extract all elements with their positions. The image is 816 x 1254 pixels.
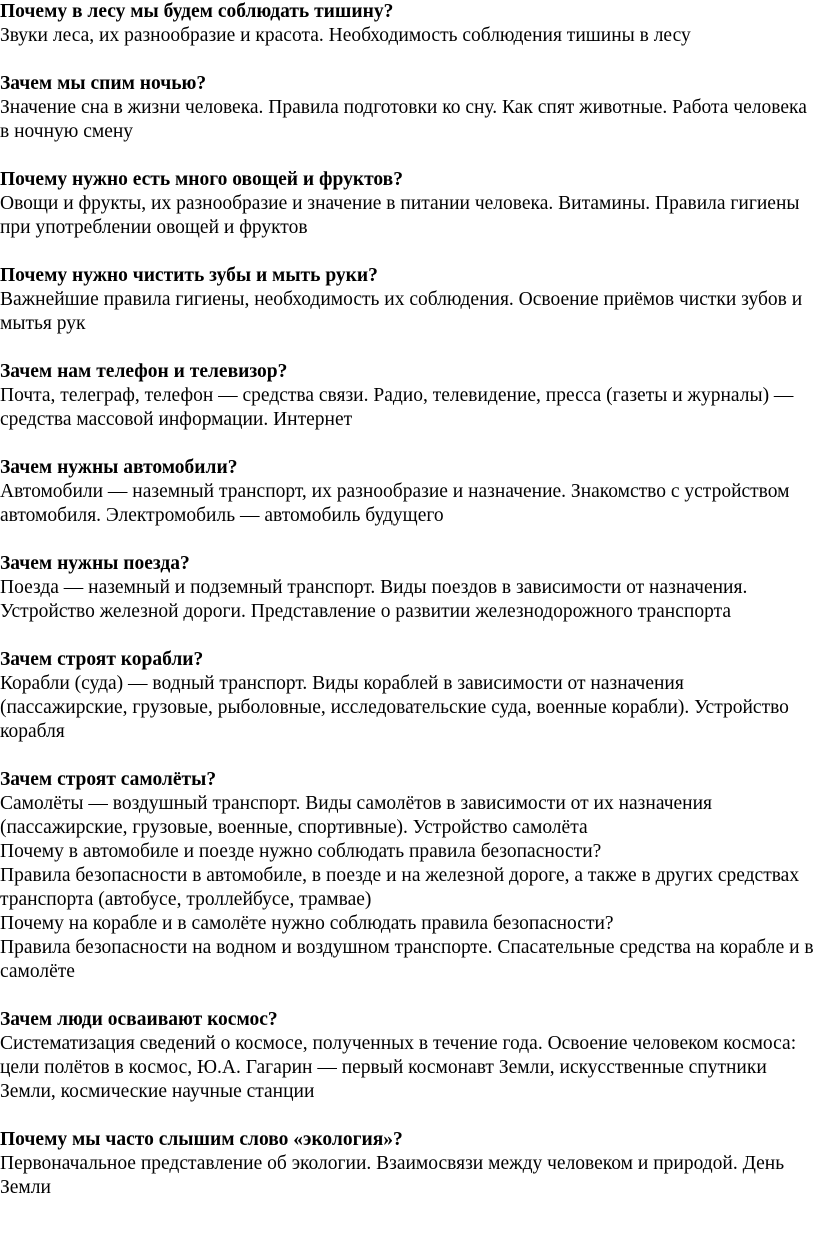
section-text: Правила безопасности на водном и воздушном транспорте. Спасательные средства на корабле и в самолёте xyxy=(0,937,814,982)
section-text: Первоначальное представление об экологии. Взаимосвязи между человеком и природой. День Земли xyxy=(0,1153,785,1198)
section-heading: Зачем мы спим ночью? xyxy=(0,73,207,94)
section-text: Значение сна в жизни человека. Правила подготовки ко сну. Как спят животные. Работа человека в ночную смену xyxy=(0,97,807,142)
section-heading: Зачем нам телефон и телевизор? xyxy=(0,361,288,382)
section-10 xyxy=(0,1008,816,1104)
section-text: Почему в автомобиле и поезде нужно соблюдать правила безопасности? xyxy=(0,841,602,862)
section-text: Систематизация сведений о космосе, полученных в течение года. Освоение человеком космоса: цели полётов в космос, Ю.А. Гагарин — первый космонавт Земли, искусственные спутники Земли, космические научные станции xyxy=(0,1033,797,1102)
section-9 xyxy=(0,768,816,984)
section-1 xyxy=(0,0,816,48)
section-11 xyxy=(0,1128,816,1200)
section-text: Почему на корабле и в самолёте нужно соблюдать правила безопасности? xyxy=(0,913,614,934)
section-text: Корабли (суда) — водный транспорт. Виды кораблей в зависимости от назначения (пассажирские, грузовые, рыболовные, исследовательские суда, военные корабли). Устройство корабля xyxy=(0,673,789,742)
section-text: Правила безопасности в автомобиле, в поезде и на железной дороге, а также в других средствах транспорта (автобусе, троллейбусе, трамвае) xyxy=(0,865,800,910)
section-heading: Почему нужно чистить зубы и мыть руки? xyxy=(0,265,378,286)
section-heading: Зачем строят самолёты? xyxy=(0,769,217,790)
section-heading: Зачем нужны автомобили? xyxy=(0,457,238,478)
section-4 xyxy=(0,264,816,336)
section-8 xyxy=(0,648,816,744)
section-text: Поезда — наземный и подземный транспорт. Виды поездов в зависимости от назначения. Устройство железной дороги. Представление о развитии железнодорожного транспорта xyxy=(0,577,748,622)
section-heading: Зачем нужны поезда? xyxy=(0,553,190,574)
section-3 xyxy=(0,168,816,240)
section-heading: Почему нужно есть много овощей и фруктов? xyxy=(0,169,403,190)
section-6 xyxy=(0,456,816,528)
section-heading: Почему мы часто слышим слово «экология»? xyxy=(0,1129,403,1150)
section-text: Автомобили — наземный транспорт, их разнообразие и назначение. Знакомство с устройством автомобиля. Электромобиль — автомобиль будущего xyxy=(0,481,790,526)
section-heading: Зачем люди осваивают космос? xyxy=(0,1009,278,1030)
section-heading: Зачем строят корабли? xyxy=(0,649,204,670)
section-2 xyxy=(0,72,816,144)
section-text: Звуки леса, их разнообразие и красота. Необходимость соблюдения тишины в лесу xyxy=(0,25,691,46)
section-heading: Почему в лесу мы будем соблюдать тишину? xyxy=(0,1,394,22)
section-7 xyxy=(0,552,816,624)
section-text: Самолёты — воздушный транспорт. Виды самолётов в зависимости от их назначения (пассажирские, грузовые, военные, спортивные). Устройство самолёта xyxy=(0,793,712,838)
section-text: Почта, телеграф, телефон — средства связи. Радио, телевидение, пресса (газеты и журналы) — средства массовой информации. Интернет xyxy=(0,385,794,430)
section-text: Важнейшие правила гигиены, необходимость их соблюдения. Освоение приёмов чистки зубов и мытья рук xyxy=(0,289,803,334)
section-text: Овощи и фрукты, их разнообразие и значение в питании человека. Витамины. Правила гигиены при употреблении овощей и фруктов xyxy=(0,193,800,238)
section-5 xyxy=(0,360,816,432)
